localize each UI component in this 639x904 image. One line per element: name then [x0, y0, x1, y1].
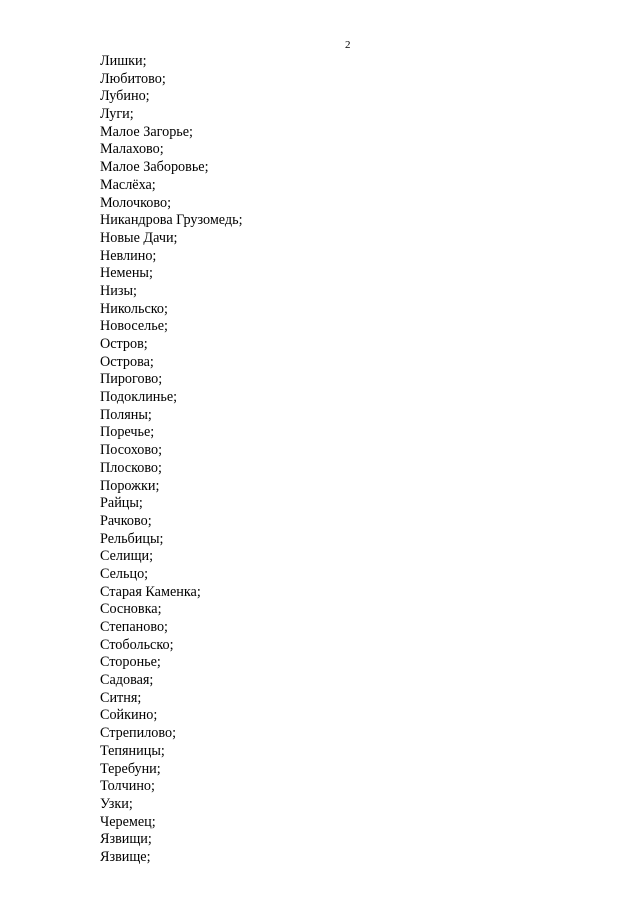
list-item: Степаново;	[100, 619, 168, 635]
settlement-list	[100, 53, 243, 867]
list-item: Малое Заборовье;	[100, 159, 209, 176]
list-item: Ситня;	[100, 689, 142, 706]
list-item: Невлино;	[100, 247, 157, 264]
list-item: Тепяницы;	[100, 742, 165, 759]
list-item: Язвище;	[100, 848, 151, 865]
list-item: Поляны;	[100, 406, 152, 423]
list-item: Никандрова Грузомедь;	[100, 212, 243, 229]
list-item: Садовая;	[100, 672, 154, 689]
list-item: Малахово;	[100, 141, 164, 158]
list-item: Луги;	[100, 106, 134, 123]
list-item: Сосновка;	[100, 601, 162, 618]
list-item: Никольско;	[100, 300, 168, 317]
list-item: Сельцо;	[100, 565, 149, 582]
list-item: Поречье;	[100, 424, 155, 441]
list-item: Сторонье;	[100, 654, 161, 671]
list-item: Узки;	[100, 795, 133, 812]
list-item: Стобольско;	[100, 636, 174, 653]
list-item: Маслёха;	[100, 176, 156, 193]
list-item: Старая Каменка;	[100, 583, 201, 600]
list-item: Черемец;	[100, 813, 156, 830]
list-item: Молочково;	[100, 194, 172, 211]
list-item: Посохово;	[100, 442, 163, 459]
list-item: Плосково;	[100, 459, 162, 476]
list-item: Рельбицы;	[100, 530, 164, 547]
list-item: Теребуни;	[100, 760, 161, 777]
list-item: Любитово;	[100, 70, 166, 87]
list-item: Толчино;	[100, 778, 155, 795]
list-item: Пирогово;	[100, 371, 163, 388]
list-item: Лишки;	[100, 53, 147, 69]
list-item: Подоклинье;	[100, 389, 178, 406]
list-item: Остров;	[100, 336, 148, 352]
list-item: Новые Дачи;	[100, 229, 178, 246]
list-item: Сойкино;	[100, 707, 158, 724]
page-number: 2	[345, 39, 351, 51]
list-item: Язвищи;	[100, 831, 152, 848]
list-item: Райцы;	[100, 495, 143, 512]
list-item: Рачково;	[100, 512, 152, 529]
list-item: Низы;	[100, 282, 137, 299]
list-item: Острова;	[100, 353, 154, 370]
list-item: Новоселье;	[100, 318, 168, 335]
list-item: Стрепилово;	[100, 725, 177, 742]
list-item: Порожки;	[100, 477, 160, 494]
list-item: Селищи;	[100, 548, 154, 565]
list-item: Лубино;	[100, 88, 150, 105]
list-item: Немены;	[100, 265, 153, 282]
list-item: Малое Загорье;	[100, 123, 193, 140]
